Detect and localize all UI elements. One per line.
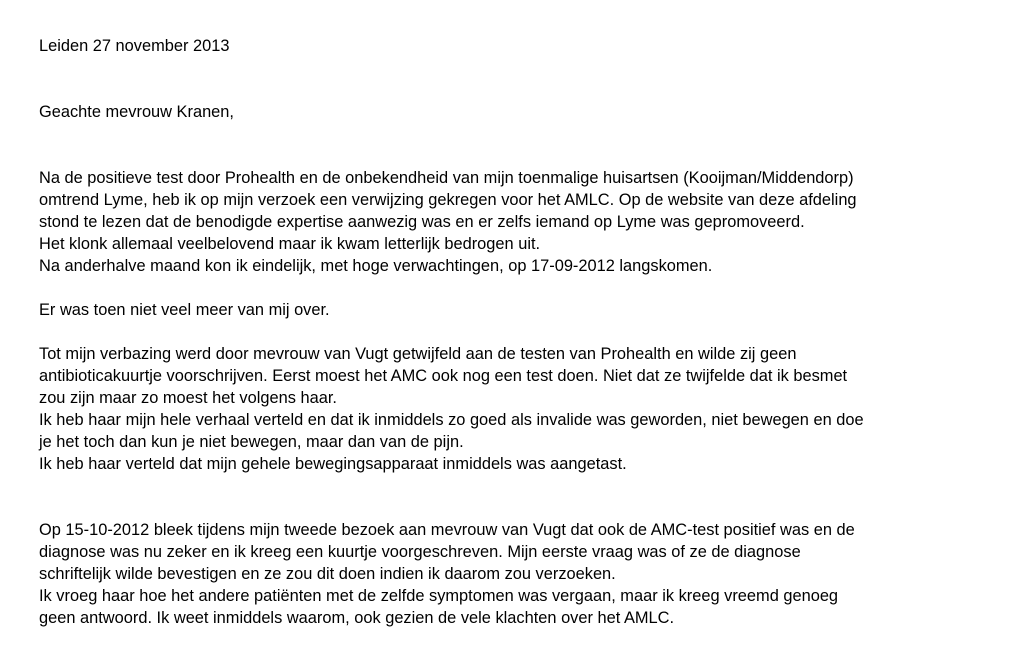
text-line: Ik vroeg haar hoe het andere patiënten met de zelfde symptomen was vergaan, maar ik kreeg vreemd genoeg bbox=[39, 587, 839, 605]
text-line: Het klonk allemaal veelbelovend maar ik kwam letterlijk bedrogen uit. bbox=[39, 235, 541, 253]
text-line: diagnose was nu zeker en ik kreeg een kuurtje voorgeschreven. Mijn eerste vraag was of ze de diagnose bbox=[39, 543, 801, 561]
text-line: schriftelijk wilde bevestigen en ze zou dit doen indien ik daarom zou verzoeken. bbox=[39, 565, 616, 583]
text-line: Ik heb haar mijn hele verhaal verteld en dat ik inmiddels zo goed als invalide was geworden, niet bewegen en doe bbox=[39, 411, 864, 429]
text-line: geen antwoord. Ik weet inmiddels waarom, ook gezien de vele klachten over het AMLC. bbox=[39, 609, 675, 627]
paragraph-condition bbox=[39, 299, 999, 321]
text-line: je het toch dan kun je niet bewegen, maar dan van de pijn. bbox=[39, 433, 464, 451]
text-line: omtrend Lyme, heb ik op mijn verzoek een verwijzing gekregen voor het AMLC. Op de website van deze afdeling bbox=[39, 191, 857, 209]
letter-salutation: Geachte mevrouw Kranen, bbox=[39, 103, 234, 121]
paragraph-referral bbox=[39, 167, 999, 277]
text-line: Ik heb haar verteld dat mijn gehele bewegingsapparaat inmiddels was aangetast. bbox=[39, 455, 627, 473]
text-line: zou zijn maar zo moest het volgens haar. bbox=[39, 389, 337, 407]
text-line: Na anderhalve maand kon ik eindelijk, met hoge verwachtingen, op 17-09-2012 langskomen. bbox=[39, 257, 713, 275]
text-line: Na de positieve test door Prohealth en de onbekendheid van mijn toenmalige huisartsen (Kooijman/Middendorp) bbox=[39, 169, 854, 187]
text-line: Er was toen niet veel meer van mij over. bbox=[39, 301, 330, 319]
paragraph-first-visit bbox=[39, 343, 999, 475]
text-line: Op 15-10-2012 bleek tijdens mijn tweede bezoek aan mevrouw van Vugt dat ook de AMC-test positief was en de bbox=[39, 521, 855, 539]
paragraph-second-visit bbox=[39, 519, 999, 629]
letter-date: Leiden 27 november 2013 bbox=[39, 37, 230, 55]
text-line: Tot mijn verbazing werd door mevrouw van Vugt getwijfeld aan de testen van Prohealth en wilde zij geen bbox=[39, 345, 797, 363]
letter-body bbox=[39, 35, 999, 629]
text-line: antibioticakuurtje voorschrijven. Eerst moest het AMC ook nog een test doen. Niet dat ze twijfelde dat ik besmet bbox=[39, 367, 848, 385]
text-line: stond te lezen dat de benodigde expertise aanwezig was en er zelfs iemand op Lyme was gepromoveerd. bbox=[39, 213, 805, 231]
